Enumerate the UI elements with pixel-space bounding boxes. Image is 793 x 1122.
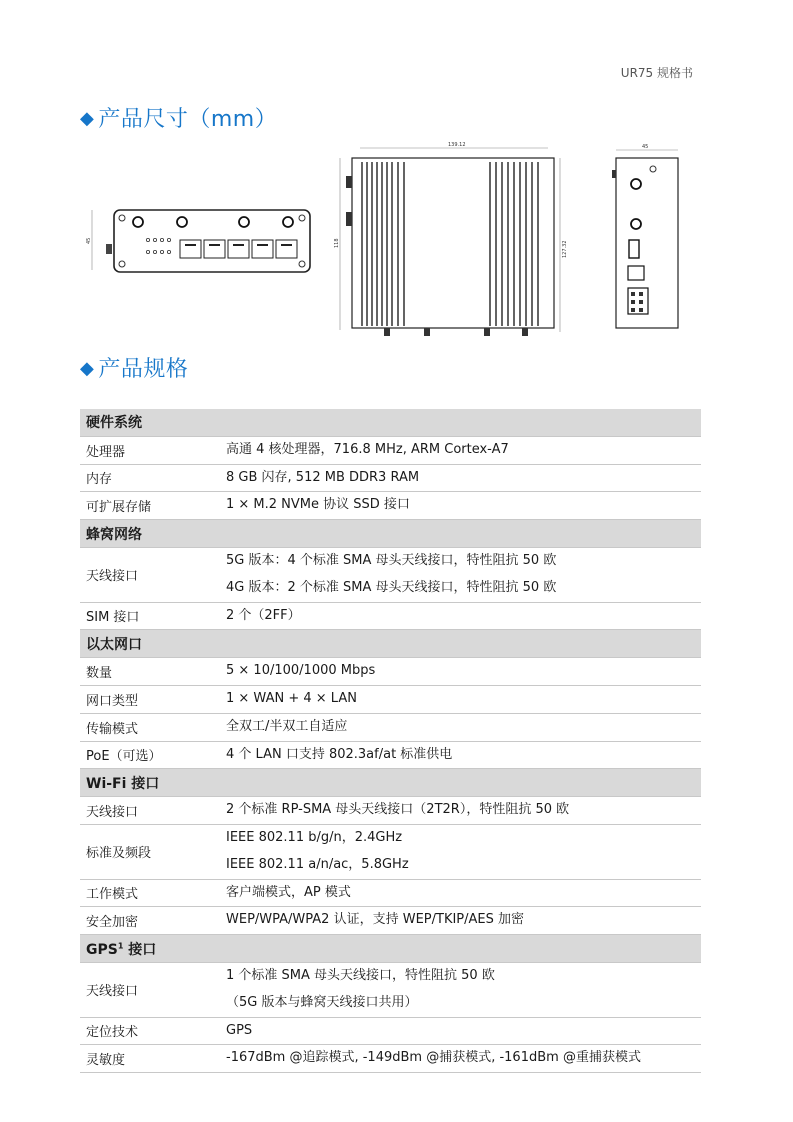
spec-value — [220, 797, 701, 825]
spec-value — [220, 824, 701, 879]
side-width-label: 139.12 — [448, 142, 466, 148]
side-view-drawing — [332, 140, 572, 340]
front-view-drawing — [86, 200, 322, 280]
spec-row — [80, 658, 701, 686]
spec-value — [220, 436, 701, 464]
spec-row — [80, 713, 701, 741]
spec-value — [220, 879, 701, 907]
spec-value-line: 8 GB 闪存, 512 MB DDR3 RAM — [226, 469, 420, 485]
spec-row — [80, 436, 701, 464]
specs-title-text: 产品规格 — [98, 357, 189, 382]
spec-row — [80, 797, 701, 825]
side-total-height-label: 127.32 — [562, 240, 568, 258]
antenna-port-2 — [177, 217, 187, 227]
spec-group-name — [80, 520, 701, 548]
spec-group-name — [80, 769, 701, 797]
diamond-bullet-icon: ◆ — [80, 108, 95, 129]
spec-value — [220, 658, 701, 686]
spec-key: SIM 接口 — [80, 602, 220, 630]
side-connector-top — [346, 176, 352, 188]
spec-value-line: 全双工/半双工自适应 — [226, 718, 348, 734]
spec-row — [80, 879, 701, 907]
spec-row — [80, 1045, 701, 1073]
end-antenna-port-1 — [631, 179, 641, 189]
spec-value-line: 1 个标准 SMA 母头天线接口，特性阻抗 50 欧 — [226, 967, 495, 983]
spec-value — [220, 547, 701, 602]
spec-row — [80, 824, 701, 879]
spec-value — [220, 741, 701, 769]
spec-value — [220, 962, 701, 1017]
spec-value-line: 高通 4 核处理器，716.8 MHz, ARM Cortex-A7 — [226, 441, 509, 457]
spec-key: 工作模式 — [80, 879, 220, 907]
footnote-marker: 1 — [117, 940, 124, 950]
side-connector-mid — [346, 212, 352, 226]
end-side-stub — [612, 170, 616, 178]
spec-value-line: （5G 版本与蜂窝天线接口共用） — [226, 994, 418, 1010]
end-view-drawing — [608, 140, 686, 340]
spec-value-line: 5G 版本：4 个标准 SMA 母头天线接口，特性阻抗 50 欧 — [226, 552, 557, 568]
spec-table — [80, 409, 701, 1073]
spec-group-header — [80, 409, 701, 436]
spec-value-line: 2 个标准 RP-SMA 母头天线接口（2T2R），特性阻抗 50 欧 — [226, 802, 570, 818]
front-height-label: 45 — [86, 237, 92, 244]
spec-key: 天线接口 — [80, 962, 220, 1017]
spec-value-line: 2 个（2FF） — [226, 607, 301, 623]
spec-value-line: 1 × M.2 NVMe 协议 SSD 接口 — [226, 497, 410, 513]
bottom-antenna-stubs — [384, 328, 528, 336]
diamond-bullet-icon: ◆ — [80, 358, 95, 379]
spec-group-header — [80, 935, 701, 963]
spec-value-line: 4G 版本：2 个标准 SMA 母头天线接口，特性阻抗 50 欧 — [226, 579, 557, 595]
spec-group-header — [80, 630, 701, 658]
spec-value-line: 客户端模式，AP 模式 — [226, 884, 351, 900]
spec-value-line: WEP/WPA/WPA2 认证，支持 WEP/TKIP/AES 加密 — [226, 912, 525, 928]
spec-value-line: IEEE 802.11 b/g/n，2.4GHz — [226, 829, 403, 845]
spec-key: 处理器 — [80, 436, 220, 464]
spec-group-name-text: 蜂窝网络 — [86, 526, 142, 543]
spec-row — [80, 685, 701, 713]
spec-row — [80, 907, 701, 935]
spec-key: 传输模式 — [80, 713, 220, 741]
end-width-label: 45 — [642, 144, 649, 150]
spec-value — [220, 464, 701, 492]
spec-value — [220, 602, 701, 630]
spec-value — [220, 1017, 701, 1045]
spec-key: 定位技术 — [80, 1017, 220, 1045]
spec-row — [80, 741, 701, 769]
spec-row — [80, 1017, 701, 1045]
spec-group-name-text: 硬件系统 — [86, 415, 142, 432]
end-antenna-port-2 — [631, 219, 641, 229]
spec-value-line: GPS — [226, 1022, 253, 1038]
spec-key: 内存 — [80, 464, 220, 492]
front-ground-screw — [106, 244, 112, 254]
dimensions-section-title — [80, 102, 277, 133]
usb-port — [629, 240, 639, 258]
power-port — [628, 266, 644, 280]
spec-group-name — [80, 935, 701, 963]
spec-value — [220, 907, 701, 935]
spec-row — [80, 962, 701, 1017]
spec-group-name-suffix: 接口 — [123, 941, 157, 958]
spec-value-line: -167dBm @追踪模式, -149dBm @捕获模式, -161dBm @重捕获模式 — [226, 1050, 641, 1066]
spec-key: 灵敏度 — [80, 1045, 220, 1073]
spec-value-line: 5 × 10/100/1000 Mbps — [226, 663, 376, 679]
spec-group-header — [80, 769, 701, 797]
spec-value-line: 4 个 LAN 口支持 802.3af/at 标准供电 — [226, 746, 453, 762]
spec-row — [80, 492, 701, 520]
side-height-label: 118 — [334, 238, 340, 248]
antenna-port-4 — [283, 217, 293, 227]
spec-key: 天线接口 — [80, 797, 220, 825]
antenna-port-3 — [239, 217, 249, 227]
spec-row — [80, 602, 701, 630]
spec-value — [220, 713, 701, 741]
spec-value — [220, 492, 701, 520]
spec-group-name — [80, 630, 701, 658]
spec-value — [220, 685, 701, 713]
spec-group-name — [80, 409, 701, 436]
spec-key: 网口类型 — [80, 685, 220, 713]
spec-row — [80, 464, 701, 492]
spec-key: 天线接口 — [80, 547, 220, 602]
spec-group-name-text: 以太网口 — [86, 636, 142, 653]
dimensions-title-text: 产品尺寸（mm） — [98, 107, 278, 132]
specs-section-title — [80, 352, 188, 383]
spec-key: 安全加密 — [80, 907, 220, 935]
spec-key: 标准及频段 — [80, 824, 220, 879]
spec-value-line: 1 × WAN + 4 × LAN — [226, 690, 357, 706]
spec-key: 可扩展存储 — [80, 492, 220, 520]
ethernet-ports — [180, 240, 297, 258]
spec-group-name-text: GPS — [86, 941, 118, 958]
spec-row — [80, 547, 701, 602]
spec-value-line: IEEE 802.11 a/n/ac，5.8GHz — [226, 856, 409, 872]
document-header-title: UR75 规格书 — [620, 66, 693, 80]
antenna-port-1 — [133, 217, 143, 227]
spec-value — [220, 1045, 701, 1073]
spec-key: PoE（可选） — [80, 741, 220, 769]
spec-group-header — [80, 520, 701, 548]
spec-group-name-text: Wi-Fi 接口 — [86, 775, 160, 792]
spec-key: 数量 — [80, 658, 220, 686]
